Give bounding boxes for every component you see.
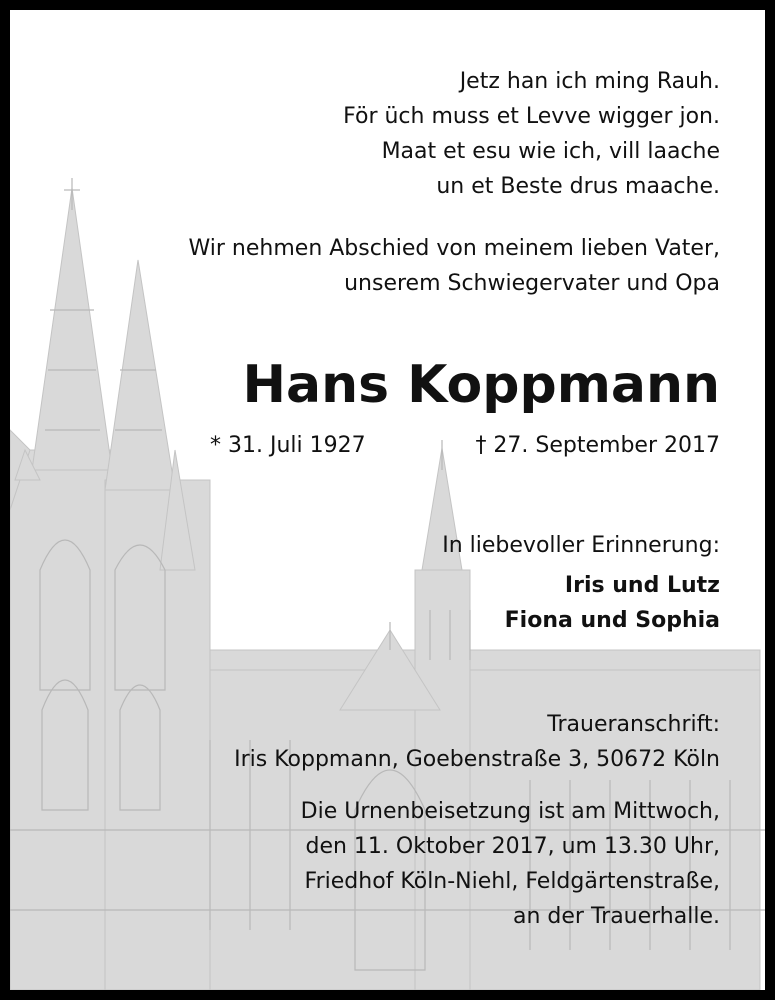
- address-text: Iris Koppmann, Goebenstraße 3, 50672 Köln: [234, 747, 720, 772]
- farewell-intro: [189, 231, 720, 301]
- birth-date: * 31. Juli 1927: [210, 433, 366, 458]
- address-label: Traueranschrift:: [547, 712, 720, 737]
- burial-line: an der Trauerhalle.: [512, 904, 720, 929]
- burial-line: den 11. Oktober 2017, um 13.30 Uhr,: [305, 834, 720, 859]
- poem: [343, 64, 720, 204]
- intro-line: Wir nehmen Abschied von meinem lieben Vater,: [188, 236, 720, 261]
- poem-line: För üch muss et Levve wigger jon.: [343, 104, 720, 129]
- burial-details: [301, 794, 720, 934]
- death-date: † 27. September 2017: [475, 433, 720, 458]
- mourner-name: Fiona und Sophia: [504, 608, 720, 633]
- deceased-name: Hans Koppmann: [242, 355, 720, 415]
- poem-line: un et Beste drus maache.: [436, 174, 720, 199]
- poem-line: Maat et esu wie ich, vill laache: [381, 139, 720, 164]
- mourner-name: Iris und Lutz: [564, 573, 720, 598]
- poem-line: Jetz han ich ming Rauh.: [459, 69, 720, 94]
- memory-label: In liebevoller Erinnerung:: [442, 533, 720, 558]
- mourning-address: [234, 707, 720, 777]
- burial-line: Friedhof Köln-Niehl, Feldgärtenstraße,: [304, 869, 720, 894]
- intro-line: unserem Schwiegervater und Opa: [344, 271, 720, 296]
- burial-line: Die Urnenbeisetzung ist am Mittwoch,: [300, 799, 720, 824]
- mourners: [505, 568, 720, 638]
